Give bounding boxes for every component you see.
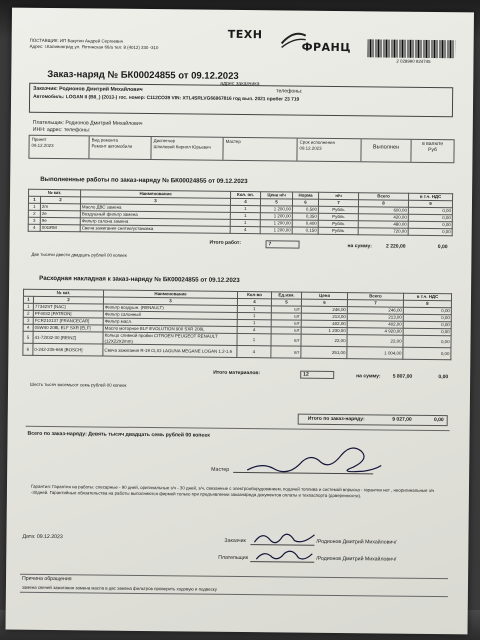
table-row: 1 2m Масло ДВС замена 1 1 200,00 0,500 Рубль 600,00 0,00 — [28, 203, 452, 214]
customer-address-label: адрес заказчика — [220, 80, 260, 88]
document-date: Дата: 09.12.2023 — [22, 533, 63, 541]
parts-total-count: 12 — [300, 371, 334, 379]
works-sum-vat: 0,00 — [437, 244, 448, 251]
grand-total-value: 9 027,00 — [392, 416, 412, 423]
works-total-count: 7 — [266, 240, 300, 248]
parts-table — [22, 289, 452, 360]
payer-details: ИНН: адрес: телефоны: — [32, 126, 91, 133]
parts-header-row: № кат. Наименование Кол-во Ед.изм. Цена Всего в т.ч. НДС — [23, 289, 451, 300]
works-header-row: № кат. Наименование Кол. оп. Цена н/ч Норма н/ч Всего в т.ч. НДС — [29, 189, 453, 200]
info-cell: Вид ремонта Ремонт автомобиля — [89, 136, 151, 159]
divider — [20, 574, 448, 579]
customer-phones-label: телефоны: — [276, 88, 303, 95]
works-sum-label: на сумму: — [347, 243, 372, 250]
parts-sum-label: на сумму: — [356, 373, 381, 380]
table-row: 2 PF4032 [PATRON] Фильтр салонный 1 шт 213,00 213,00 0,00 — [23, 310, 451, 321]
works-title: Выполненные работы по заказ-наряду № БК00024855 от 09.12.2023 — [40, 175, 248, 186]
grand-total-words: Всего по заказ-наряду: Девять тысяч двадцать семь рублей 00 копеек — [27, 430, 210, 439]
customer-signature-name: /Родионов Дмитрий Михайлович/ — [316, 538, 397, 546]
table-row: 2 2e Воздушный фильтр замена 1 1 200,00 0,350 Рубль 420,00 0,00 — [28, 210, 452, 221]
payer-signature-label: Плательщик — [218, 554, 249, 562]
works-total-words: Две тысячи двести двадцать рублей 00 копеек — [31, 251, 127, 258]
warranty-text: Гарантия: Гарантия на работы: слесарные - 90 дней, оригинальные з/ч - 30 дней, з/ч, связанные с электрооборудованием, подачей топлива и системой впрыска - гарантии нет , неоригинальные з/ч -30дней. Гарантийные обязательства на работы выполняются фирмой только при предъявлении заказнарядa документов оплаты и техпаспорта (доверенности). — [30, 483, 435, 498]
logo-right-text: ФРАНЦ — [301, 40, 352, 55]
works-total-label: Итого работ: — [209, 239, 242, 246]
grand-total-vat: 0,00 — [433, 417, 444, 424]
works-sum-value: 2 220,00 — [386, 243, 406, 250]
supplier-address: Адрес: г.Калининград ул. Ялтинская 66/а тел: 8 (4012) 330 -310 — [29, 43, 159, 50]
payer-signature-icon — [254, 547, 314, 564]
info-cell: Принят 09.12.2023 — [29, 136, 89, 159]
table-row: 3 9e Фильтр салона замена 1 1 200,00 0,400 Рубль 480,00 0,00 — [28, 217, 452, 228]
parts-total-label: Итого материалов: — [213, 369, 261, 377]
divider — [26, 426, 450, 431]
table-row: 6 0-242-235-666 [BOSCH] Свеча зажигания R-19 CLIO LAGUNA MEGANE LOGAN 1.2-1.6 4 шт 251,00 1 004,00 0,00 — [23, 343, 451, 359]
works-table — [28, 189, 453, 236]
works-number-row: 1 2 3 4 5 6 7 8 9 — [28, 196, 452, 207]
info-cell: Срок исполнения 09.12.2023 — [297, 139, 361, 162]
customer-car: Автомобиль: LOGAN II (B8_) (2013-) гос. номер: С112СО39 VIN: XTL4SRLVG66967816 год вып. 2021 пробег 23 719 — [33, 94, 300, 103]
customer-box — [29, 80, 453, 117]
work-order-document — [5, 8, 473, 635]
table-row: 1 77342ST [NAC] Фильтр воздушн. (RENAULT) 1 шт 246,00 246,00 0,00 — [23, 303, 451, 314]
reason-text: замена свечей зажигания замена масла в двс замена фильтров проверить ходовую и подвеску — [21, 584, 218, 592]
parts-number-row: 1 2 3 4 5 6 7 8 — [23, 296, 451, 307]
barcode — [368, 39, 456, 58]
company-logo — [224, 27, 359, 56]
supplier-block — [30, 38, 220, 51]
parts-total-words: Шесть тысяч восемьсот семь рублей 00 копеек — [30, 381, 127, 388]
master-signature-icon — [243, 440, 383, 481]
payer-block — [33, 120, 143, 134]
info-cell: Мастер — [223, 138, 297, 161]
table-row: 5 41-72032-30 [REINZ] Кольцо сливной пробки CITROEN PEUGEOT RENAULT (12X22X2mm) 1 шт 22,00 22,00 0,00 — [23, 331, 451, 347]
info-cell-status: Выполнен — [361, 139, 411, 162]
parts-sum-value: 5 807,00 — [392, 373, 413, 380]
customer-signature-label: Заказчик — [224, 537, 246, 545]
customer-signature-icon — [252, 528, 316, 547]
parts-sum-vat: 0,00 — [438, 374, 449, 381]
table-row: 4 00GRM Свеча зажигания снятие/установка 4 1 200,00 0,150 Рубль 720,00 0,00 — [28, 224, 452, 235]
parts-title: Расходная накладная к заказ-наряду № БК00024855 от 09.12.2023 — [39, 274, 240, 284]
reason-label: Причина обращения — [22, 575, 72, 583]
supplier-name: ПОСТАВЩИК: ИП Бакутин Андрей Сергеевич — [29, 37, 124, 44]
info-cell-currency: в валюте Руб — [422, 140, 444, 154]
payer-signature-name: /Родионов Дмитрий Михайлович/ — [316, 555, 397, 563]
document-title: Заказ-наряд № БК00024855 от 09.12.2023 — [47, 68, 239, 82]
order-info-row — [28, 135, 454, 163]
table-row: 3 FCR210137 [FRANCECAR] Фильтр масл. 1 шт 402,00 402,00 0,00 — [23, 317, 451, 328]
table-row: 4 05W40 208L ELF SXR [ELF] Масло моторное ELF EVOLUTION 900 SXR 208L 4 шт 1 230,00 4 920,00 0,00 — [23, 324, 451, 335]
barcode-number: 2 028990 924745 — [396, 58, 431, 64]
payer-name: Плательщик: Родионов Дмитрий Михайлович — [32, 119, 143, 127]
customer-name: Заказчик: Родионов Дмитрий Михайлович — [33, 85, 143, 93]
grand-total-label: Итого по заказ-наряду: — [307, 415, 365, 423]
master-label: Мастер — [211, 466, 230, 473]
info-cell: Диспетчер Шпилевой Кирилл Юрьевич — [151, 137, 223, 160]
logo-left-text: ТЕХН — [227, 27, 263, 42]
